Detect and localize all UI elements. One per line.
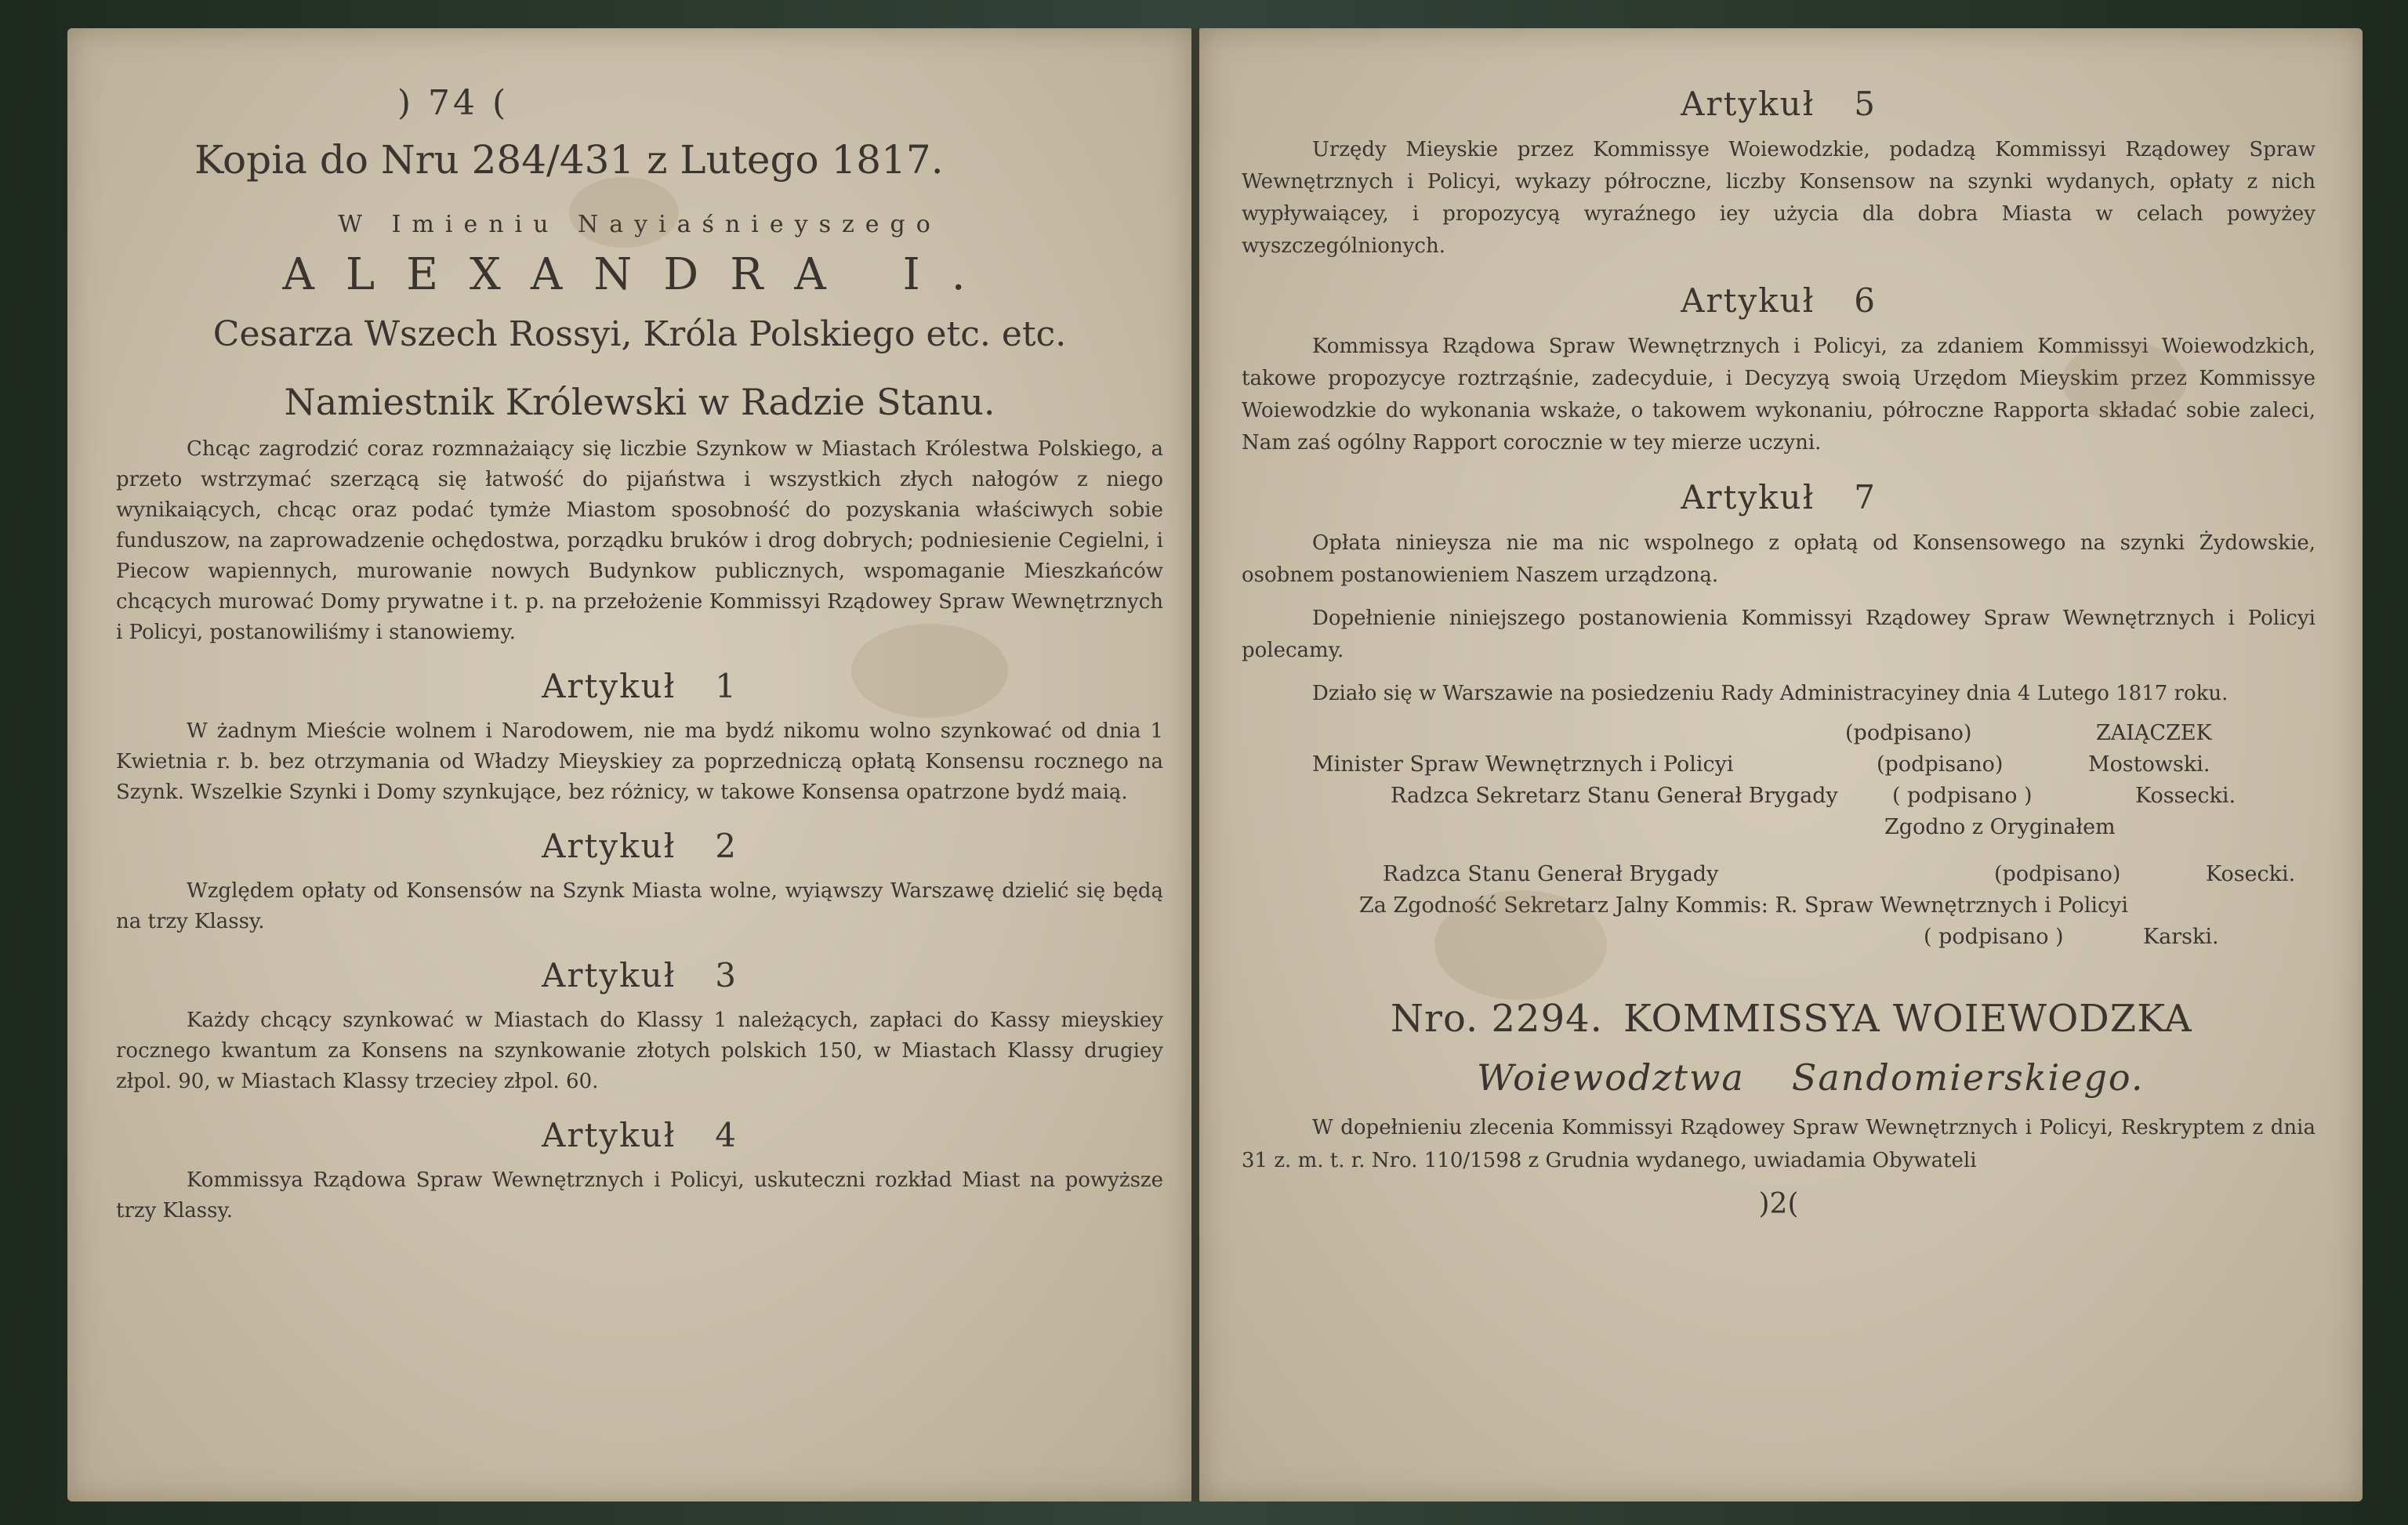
article-text: Urzędy Mieyskie przez Kommissye Woiewodzkie, podadzą Kommissyi Rządowey Spraw Wewnętrznych i Policyi, wykazy półroczne, liczby Konsensow na szynki wydanych, opłaty z nich wypływaiącey, i propozycyą wyraźnego iey użycia dla dobra Miasta w celach powyżey wyszczególnionych. xyxy=(1242,138,2316,258)
signature-name: Mostowski. xyxy=(2088,752,2210,777)
voivodeship-name: Sandomierskiego. xyxy=(1791,1056,2145,1099)
signature-row xyxy=(1242,922,2316,953)
closing-paragraph: Dopełnienie niniejszego postanowienia Kommissyi Rządowey Spraw Wewnętrznych i Policyi polecamy. xyxy=(1242,607,2316,662)
signature-row xyxy=(1242,749,2316,781)
article-block xyxy=(1242,281,2316,459)
voivodeship-line xyxy=(1477,1056,2316,1099)
article-heading xyxy=(1242,85,2316,123)
article-label: Artykuł xyxy=(542,956,676,994)
article-text: W żadnym Mieście wolnem i Narodowem, nie ma bydź nikomu wolno szynkować od dnia 1 Kwietnia r. b. bez otrzymania od Władzy Mieyskiey za poprzedniczą opłatą Konsensu rocznego na Szynk. Wszelkie Szynki i Domy szynkujące, bez różnicy, w takowe Konsensa opatrzone bydź maią. xyxy=(116,719,1163,804)
article-number: 4 xyxy=(715,1116,738,1154)
article-number: 7 xyxy=(1854,478,1877,516)
article-block xyxy=(116,956,1163,1097)
decree-number: Nro. 2294. xyxy=(1391,997,1603,1041)
preamble-paragraph: Chcąc zagrodzić coraz rozmnażaiący się liczbie Szynkow w Miastach Królestwa Polskiego, a przeto wstrzymać szerzącą się łatwość do pijaństwa i wszystkich złych nałogów z niego wynikaiących, chcąc oraz podać tymże Miastom sposobność do pozyskania właściwych sobie funduszow, na zaprowadzenie ochędostwa, porządku bruków i drog dobrych; podniesienie Cegielni, i Piecow wapiennych, murowanie nowych Budynkow publicznych, wspomaganie Mieszkańców chcących murować Domy prywatne i t. p. na przełożenie Kommissyi Rządowey Spraw Wewnętrznych i Policyi, postanowiliśmy i stanowiemy. xyxy=(116,437,1163,644)
article-heading xyxy=(116,827,1163,865)
signature-row xyxy=(1242,812,2316,843)
decree-text: W dopełnieniu zlecenia Kommissyi Rządowey Spraw Wewnętrznych i Policyi, Reskryptem z dnia 31 z. m. t. r. Nro. 110/1598 z Grudnia wydanego, uwiadamia Obywateli xyxy=(1242,1116,2316,1172)
signature-name: Kosecki. xyxy=(2206,862,2296,886)
left-page xyxy=(67,28,1191,1501)
article-block xyxy=(1242,478,2316,592)
page-number: ) 74 ( xyxy=(397,83,510,123)
article-block xyxy=(1242,85,2316,263)
signature-name: Karski. xyxy=(2143,925,2219,949)
article-heading xyxy=(1242,478,2316,516)
article-number: 6 xyxy=(1854,281,1877,320)
signature-row xyxy=(1242,781,2316,812)
article-text: Względem opłaty od Konsensów na Szynk Miasta wolne, wyiąwszy Warszawę dzielić się będą na trzy Klassy. xyxy=(116,879,1163,933)
signature-role: Za Zgodność Sekretarz Jalny Kommis: R. Spraw Wewnętrznych i Policyi xyxy=(1359,893,2128,918)
viceroy-title: Namiestnik Królewski w Radzie Stanu. xyxy=(284,381,995,423)
article-block xyxy=(116,827,1163,937)
voivodeship-word: Woiewodztwa xyxy=(1477,1056,1745,1099)
article-text: Kommissya Rządowa Spraw Wewnętrznych i Policyi, uskuteczni rozkład Miast na powyższe trzy Klassy. xyxy=(116,1168,1163,1223)
article-text: Kommissya Rządowa Spraw Wewnętrznych i Policyi, za zdaniem Kommissyi Woiewodzkich, takowe propozycye roztrząśnie, zadecyduie, i Decyzyą swoią Urzędom Mieyskim przez Kommissye Woiewodzkie do wykonania wskaże, o takowem wykonaniu, półroczne Rapporta składać sobie zaleci, Nam zaś ogólny Rapport corocznie w tey mierze uczyni. xyxy=(1242,335,2316,455)
article-number: 3 xyxy=(715,956,738,994)
signature-note: Zgodno z Oryginałem xyxy=(1884,815,2116,839)
article-label: Artykuł xyxy=(542,667,676,705)
signature-block xyxy=(1242,718,2316,953)
signature-row xyxy=(1242,718,2316,749)
signature-role: Minister Spraw Wewnętrznych i Policyi xyxy=(1312,752,1734,777)
article-label: Artykuł xyxy=(1681,85,1815,123)
signature-status: ( podpisano ) xyxy=(1924,925,2064,949)
monarch-name: ALEXANDRA I. xyxy=(282,249,997,300)
catchword: )2( xyxy=(1758,1188,1799,1220)
decree-heading xyxy=(1391,997,2316,1041)
decree-authority: KOMMISSYA WOIEWODZKA xyxy=(1623,997,2192,1041)
signature-role: Radzca Stanu Generał Brygady xyxy=(1383,862,1719,886)
monarch-titles: Cesarza Wszech Rossyi, Króla Polskiego etc. etc. xyxy=(212,314,1067,354)
article-heading xyxy=(116,667,1163,705)
article-text: Opłata ninieysza nie ma nic wspolnego z opłatą od Konsensowego na szynki Żydowskie, osobnem postanowieniem Naszem urządzoną. xyxy=(1242,531,2316,587)
article-text: Każdy chcący szynkować w Miastach do Klassy 1 należących, zapłaci do Kassy mieyskiey rocznego kwantum za Konsens na szynkowanie złotych polskich 150, w Miastach Klassy drugiey złpol. 90, w Miastach Klassy trzeciey złpol. 60. xyxy=(116,1009,1163,1093)
article-label: Artykuł xyxy=(1681,281,1815,320)
article-block xyxy=(116,1116,1163,1226)
article-label: Artykuł xyxy=(542,1116,676,1154)
article-heading xyxy=(116,956,1163,994)
article-block xyxy=(116,667,1163,808)
copy-reference: Kopia do Nru 284/431 z Lutego 1817. xyxy=(194,137,944,183)
signature-status: (podpisano) xyxy=(1994,862,2121,886)
article-label: Artykuł xyxy=(1681,478,1815,516)
signature-status: (podpisano) xyxy=(1845,721,1972,745)
right-page xyxy=(1199,28,2363,1501)
signature-row xyxy=(1242,859,2316,890)
signature-name: Kossecki. xyxy=(2135,784,2236,808)
article-number: 5 xyxy=(1854,85,1877,123)
closing-paragraph: Działo się w Warszawie na posiedzeniu Rady Administracyiney dnia 4 Lutego 1817 roku. xyxy=(1312,682,2228,705)
article-label: Artykuł xyxy=(542,827,676,865)
article-heading xyxy=(116,1116,1163,1154)
signature-status: (podpisano) xyxy=(1877,752,2004,777)
article-number: 2 xyxy=(715,827,738,865)
signature-status: ( podpisano ) xyxy=(1892,784,2033,808)
signature-name: ZAIĄCZEK xyxy=(2096,721,2212,745)
signature-role: Radzca Sekretarz Stanu Generał Brygady xyxy=(1391,784,1838,808)
article-heading xyxy=(1242,281,2316,320)
signature-row xyxy=(1242,890,2316,922)
article-number: 1 xyxy=(715,667,738,705)
invocation-line: W Imieniu Nayiaśnieyszego xyxy=(338,211,941,238)
